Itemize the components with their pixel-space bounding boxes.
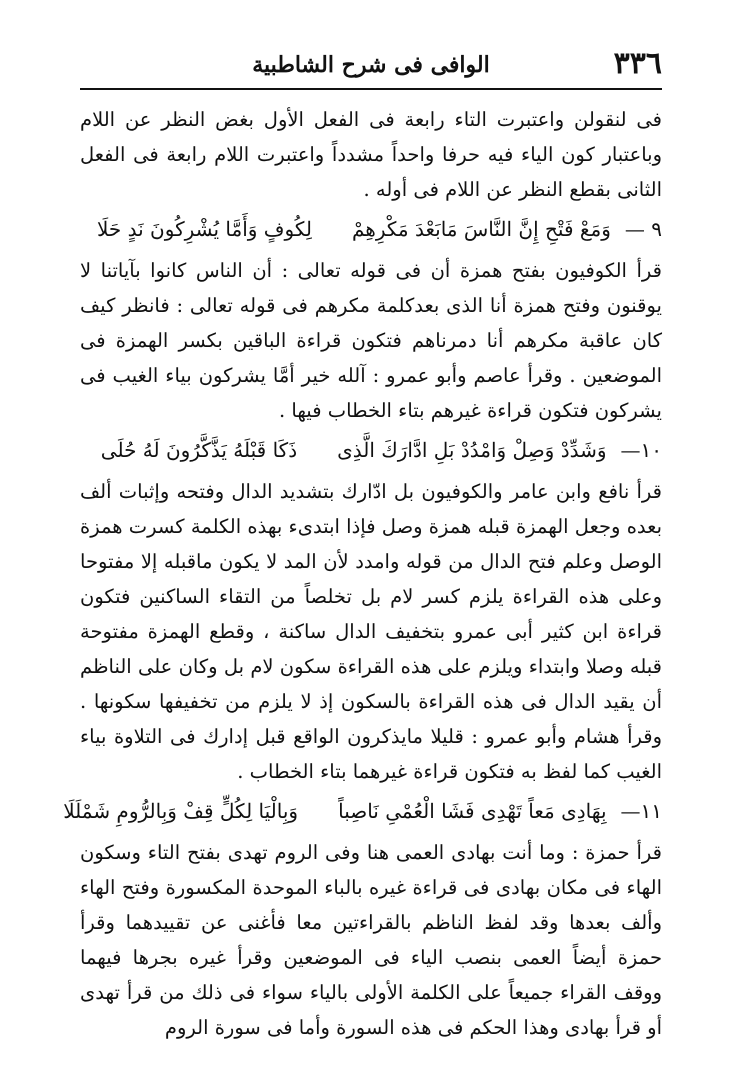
verse-hemistich-2: وَبِالْيَا لِكُلٍّ قِفْ وَبِالرُّومِ شَمْلَلَا bbox=[63, 799, 299, 823]
page-number: ٣٣٦ bbox=[613, 46, 662, 81]
paragraph-3: قرأ نافع وابن عامر والكوفيون بل ادّارك بتشديد الدال وفتحه وإثبات ألف بعده وجعل الهمزة قبله همزة وصل فإذا ابتدىء بهذه الكلمة كسرت همزة الوصل وعلم فتح الدال من قوله وامدد لأن المد لا يكون ماقبله إلا مفتوحا وعلى هذه القراءة يلزم كسر لام بل تخلصاً من التقاء الساكنين فتكون قراءة ابن كثير أبى عمرو بتخفيف الدال ساكنة ، وقطع الهمزة مفتوحة قبله وصلا وابتداء ويلزم على هذه القراءة سكون لام بل وكان على الناظم أن يقيد الدال فى هذه القراءة بالسكون إذ لا يلزم من تخفيفها سكونها . وقرأ هشام وأبو عمرو : قليلا مايذكرون الواقع قبل إدارك فى التلاوة بياء الغيب كما لفظ به فتكون قراءة غيرهما بتاء الخطاب . bbox=[80, 480, 662, 783]
paragraph-2: قرأ الكوفيون بفتح همزة أن فى قوله تعالى : أن الناس كانوا بآياتنا لا يوقنون وفتح همزة أنا الذى بعدكلمة مكرهم فى قوله تعالى : فانظر كيف كان عاقبة مكرهم أنا دمرناهم فتكون قراءة الباقين بكسر الهمزة فى الموضعين . وقرأ عاصم وأبو عمرو : آلله خير أمَّا يشركون بياء الغيب فى يشركون فتكون قراءة غيرهم بتاء الخطاب فيها . bbox=[80, 259, 662, 422]
verse-hemistich-1: وَمَعْ فَتْحِ إِنَّ النَّاسَ مَابَعْدَ مَكْرِهِمْ bbox=[351, 217, 611, 241]
paragraph-4: قرأ حمزة : وما أنت بهادى العمى هنا وفى الروم تهدى بفتح التاء وسكون الهاء فى مكان بهادى فى قراءة غيره بالباء الموحدة المكسورة وفتح الهاء وألف بعدها وقد لفظ الناظم بالقراءتين معا فأغنى عن تقييدهما وقرأ حمزة أيضاً العمى بنصب الياء فى الموضعين وقرأ غيره بجرها فيهما ووقف القراء جميعاً على الكلمة الأولى بالياء سواء فى ذلك من قرأ تهدى أو قرأ بهادى وهذا الحكم فى هذه السورة وأما فى سورة الروم bbox=[80, 841, 662, 1039]
verse-hemistich-1: وَشَدِّدْ وَصِلْ وَامْدُدْ بَلِ ادَّارَكَ الَّذِى bbox=[337, 438, 607, 462]
header-rule bbox=[80, 88, 662, 90]
verse-number: ١٠— bbox=[620, 438, 662, 462]
page-header bbox=[80, 44, 662, 86]
verse-11 bbox=[63, 791, 662, 831]
verse-number: ١١— bbox=[620, 799, 662, 823]
paragraph-1: فى لنقولن واعتبرت التاء رابعة فى الفعل الأول بغض النظر عن اللام وباعتبار كون الياء فيه حرفا واحداً مشدداً واعتبرت اللام رابعة فى الفعل الثانى بقطع النظر عن اللام فى أوله . bbox=[80, 108, 662, 201]
verse-10 bbox=[80, 430, 662, 470]
verse-9 bbox=[80, 209, 662, 249]
running-title: الوافى فى شرح الشاطبية bbox=[252, 52, 490, 78]
verse-hemistich-2: ذَكَا قَبْلَهُ يَذَّكَّرُونَ لَهُ حُلَى bbox=[100, 438, 298, 462]
verse-hemistich-1: بِهَادِى مَعاً تَهْدِى فَشَا الْعُمْىِ نَاصِباً bbox=[338, 799, 607, 823]
main-text bbox=[63, 102, 662, 1045]
verse-number: ٩ — bbox=[624, 217, 662, 241]
verse-hemistich-2: لِكُوفٍ وَأَمَّا يُشْرِكُونَ نَدٍ حَلَا bbox=[96, 217, 312, 241]
